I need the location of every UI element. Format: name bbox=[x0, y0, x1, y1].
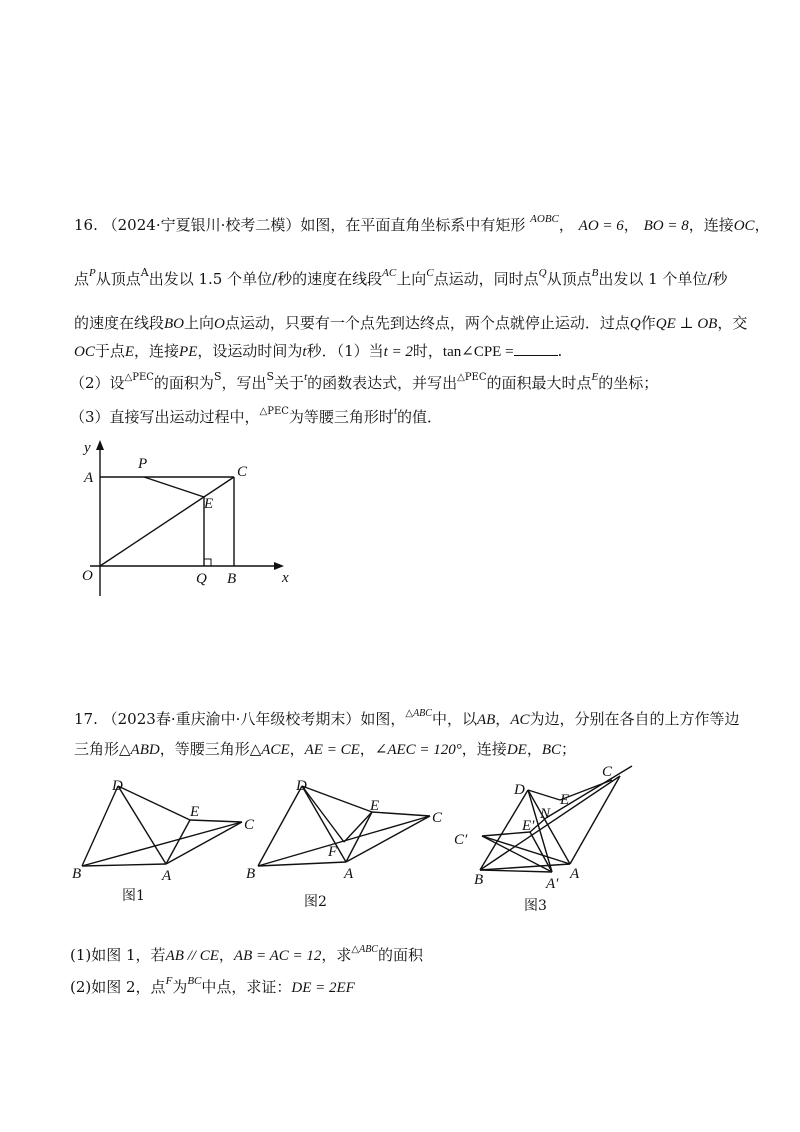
q16-triangle-pec: △PEC bbox=[259, 406, 289, 417]
segment-ec bbox=[190, 820, 242, 822]
q16-point-a: A bbox=[140, 266, 149, 279]
q16-ao: AO = 6 bbox=[578, 218, 624, 234]
segment-ba bbox=[480, 864, 570, 870]
q16-oc: OC bbox=[733, 218, 755, 234]
q16-text: 点 bbox=[74, 270, 90, 288]
caption-figure-2: 图2 bbox=[304, 894, 327, 910]
segment-ba-prime bbox=[480, 870, 552, 872]
q16-text: ，连接 bbox=[688, 216, 734, 234]
segment-ba bbox=[82, 864, 166, 866]
q16-text: 的函数表达式，并写出 bbox=[307, 374, 458, 392]
q16-triangle-pec: △PEC bbox=[124, 372, 154, 383]
label-b: B bbox=[246, 866, 256, 882]
q16-line-4 bbox=[74, 340, 562, 363]
q16-line-1: 16. （2024·宁夏银川·校考二模）如图，在平面直角坐标系中有矩形 $^{AOBC}$， AO = 6， BO = 8，连接OC， bbox=[74, 213, 770, 234]
q16-text: 的值． bbox=[397, 408, 443, 426]
q17-text: 中点，求证： bbox=[201, 978, 292, 996]
label-a-prime: A′ bbox=[546, 876, 559, 892]
q17-text: (1)如图 1，若 bbox=[70, 946, 166, 964]
q16-seg-pe: PE bbox=[179, 344, 198, 360]
q17-text: ， bbox=[289, 740, 305, 758]
q17-text: ； bbox=[561, 740, 577, 758]
label-c: C bbox=[432, 810, 443, 826]
q16-point-q: Q bbox=[538, 267, 547, 279]
label-q: Q bbox=[196, 571, 207, 587]
segment-bd bbox=[480, 790, 528, 870]
q17-seg-ab: AB bbox=[476, 712, 496, 728]
right-angle-mark bbox=[204, 559, 211, 566]
q16-text: . bbox=[557, 342, 563, 360]
q17-seg-ac: AC bbox=[510, 712, 530, 728]
segment-oc bbox=[100, 477, 234, 566]
q16-text: ，交 bbox=[717, 314, 748, 332]
q17-seg-de: DE bbox=[506, 742, 527, 758]
q17-text: (2)如图 2，点 bbox=[70, 978, 166, 996]
q17-ae-eq-ce: AE = CE bbox=[304, 742, 360, 758]
ray-ac-extended bbox=[546, 766, 632, 818]
label-f: F bbox=[328, 844, 338, 860]
label-b: B bbox=[474, 872, 484, 888]
q16-line-3 bbox=[74, 312, 747, 335]
segment-pe bbox=[144, 477, 204, 497]
label-a: A bbox=[84, 470, 94, 486]
q16-text: （3）直接写出运动过程中， bbox=[70, 408, 260, 426]
caption-figure-1: 图1 bbox=[122, 888, 145, 904]
label-d: D bbox=[514, 782, 525, 798]
q16-qe-perp: QE ⊥ OB bbox=[655, 316, 718, 332]
q17-line-2 bbox=[74, 738, 576, 761]
label-d: D bbox=[112, 778, 123, 794]
q17-text: ， bbox=[526, 740, 542, 758]
label-x: x bbox=[282, 570, 289, 586]
segment-bc bbox=[82, 822, 242, 866]
label-b: B bbox=[227, 571, 237, 587]
q17-line-1 bbox=[74, 708, 740, 733]
q17-sub-1 bbox=[70, 944, 423, 969]
q16-source: （2024·宁夏银川·校考二模） bbox=[102, 216, 301, 234]
label-a: A bbox=[162, 868, 172, 884]
q16-text: 为等腰三角形时 bbox=[288, 408, 394, 426]
q17-triangle-ace: △ACE bbox=[249, 742, 290, 758]
q17-ab-parallel-ce: AB // CE bbox=[165, 948, 219, 964]
q16-point-c: C bbox=[426, 267, 434, 279]
q17-number: 17. bbox=[74, 710, 98, 728]
label-p: P bbox=[138, 456, 148, 472]
label-c-prime: C′ bbox=[454, 832, 468, 848]
q16-var-s: S bbox=[213, 370, 222, 383]
label-a: A bbox=[344, 866, 354, 882]
label-e: E bbox=[190, 804, 200, 820]
q16-text: 出发以 1 个单位/秒 bbox=[598, 270, 728, 288]
q17-text: ， bbox=[218, 946, 234, 964]
q16-point-e: E bbox=[591, 371, 599, 383]
q17-text: ，求 bbox=[321, 946, 352, 964]
q16-text: 点运动，只要有一个点先到达终点，两个点就停止运动．过点 bbox=[224, 314, 630, 332]
q16-var-t: t bbox=[302, 344, 307, 360]
label-e: E bbox=[370, 798, 380, 814]
segment-bd bbox=[258, 786, 302, 866]
label-y: y bbox=[84, 440, 91, 456]
q16-text: 的面积最大时点 bbox=[486, 374, 592, 392]
label-a: A bbox=[570, 866, 580, 882]
q17-text: 三角形 bbox=[74, 740, 120, 758]
label-n: N bbox=[540, 806, 551, 822]
q16-text: 作 bbox=[640, 314, 656, 332]
q17-angle-aec: ∠AEC = 120° bbox=[374, 742, 462, 758]
q17-text: 为边，分别在各自的上方作等边 bbox=[529, 710, 740, 728]
segment-ec bbox=[372, 812, 430, 816]
q17-point-f: F bbox=[165, 975, 173, 987]
q16-point-b: B bbox=[591, 267, 599, 279]
label-c: C bbox=[602, 764, 613, 780]
q17-figure-2 bbox=[244, 776, 454, 914]
q16-text: 出发以 1.5 个单位/秒的速度在线段 bbox=[148, 270, 383, 288]
q17-seg-bc: BC bbox=[187, 975, 202, 987]
segment-bd bbox=[82, 786, 118, 866]
q17-triangle-abc: △ABC bbox=[405, 708, 432, 719]
q16-text: 如图，在平面直角坐标系中有矩形 bbox=[300, 216, 526, 234]
q16-text: ，写出 bbox=[221, 374, 267, 392]
q16-point-o: O bbox=[214, 316, 225, 332]
q16-bo: BO = 8 bbox=[643, 218, 689, 234]
q16-part-2 bbox=[70, 372, 658, 397]
label-e-prime: E′ bbox=[522, 818, 535, 834]
q16-text: 的速度在线段 bbox=[74, 314, 165, 332]
q16-var-t: t bbox=[393, 405, 397, 417]
q16-point-e: E bbox=[124, 344, 135, 360]
x-axis-arrow bbox=[274, 562, 284, 570]
q16-text: 点运动，同时点 bbox=[433, 270, 539, 288]
q17-text: ，连接 bbox=[461, 740, 507, 758]
q17-text: 中，以 bbox=[431, 710, 477, 728]
label-e: E bbox=[204, 496, 214, 512]
q16-seg-bo: BO bbox=[164, 316, 185, 332]
caption-figure-3: 图3 bbox=[524, 898, 547, 914]
q16-text: 从顶点 bbox=[546, 270, 592, 288]
q16-text: ，连接 bbox=[134, 342, 180, 360]
q16-rect-name: AOBC bbox=[530, 213, 559, 225]
label-c: C bbox=[237, 464, 248, 480]
label-e: E bbox=[560, 792, 570, 808]
q16-text: 的坐标； bbox=[598, 374, 659, 392]
label-o: O bbox=[82, 568, 93, 584]
q16-text: 上向 bbox=[396, 270, 427, 288]
q16-text: 时， bbox=[412, 342, 443, 360]
q16-var-s: S bbox=[266, 370, 275, 383]
q17-source: （2023春·重庆渝中·八年级校考期末） bbox=[102, 710, 361, 728]
q17-text: 的面积 bbox=[377, 946, 423, 964]
label-b: B bbox=[72, 866, 82, 882]
label-d: D bbox=[296, 778, 307, 794]
q16-text: 从顶点 bbox=[95, 270, 141, 288]
q16-number: 16. bbox=[74, 216, 98, 234]
answer-blank bbox=[514, 341, 558, 356]
q16-figure bbox=[70, 438, 300, 598]
q17-text: ， bbox=[495, 710, 511, 728]
q16-point-q: Q bbox=[629, 316, 641, 332]
label-c: C bbox=[244, 817, 255, 833]
q16-line-2 bbox=[74, 268, 727, 292]
segment-ac bbox=[570, 776, 620, 864]
q17-text: ， bbox=[359, 740, 375, 758]
q16-text: 关于 bbox=[274, 374, 305, 392]
q16-text: 上向 bbox=[184, 314, 215, 332]
q17-figure-1 bbox=[70, 776, 260, 906]
q16-text: ，设运动时间为 bbox=[197, 342, 303, 360]
q16-text: 于点 bbox=[94, 342, 125, 360]
q16-text: 秒．（1）当 bbox=[306, 342, 384, 360]
q16-point-p: P bbox=[89, 267, 96, 279]
q17-text: 为 bbox=[172, 978, 188, 996]
y-axis-arrow bbox=[96, 440, 104, 450]
q17-triangle-abd: △ABD bbox=[119, 742, 160, 758]
q17-figure-3 bbox=[450, 760, 640, 920]
q16-var-t: t bbox=[304, 371, 308, 383]
q16-part-3 bbox=[70, 406, 442, 431]
q17-text: ，等腰三角形 bbox=[159, 740, 250, 758]
q16-tan-cpe: tan∠CPE = bbox=[442, 344, 514, 360]
q16-oc: OC bbox=[74, 344, 95, 360]
q17-sub-2 bbox=[70, 976, 355, 1000]
q17-de-eq-2ef: DE = 2EF bbox=[291, 980, 355, 996]
q16-text: 的面积为 bbox=[153, 374, 214, 392]
q17-text: 如图， bbox=[360, 710, 406, 728]
q17-seg-bc: BC bbox=[541, 742, 561, 758]
segment-bc bbox=[480, 776, 620, 870]
q16-text: （2）设 bbox=[70, 374, 125, 392]
q17-triangle-abc: △ABC bbox=[351, 944, 378, 955]
q16-triangle-pec: △PEC bbox=[457, 372, 487, 383]
q16-t-eq-2: t = 2 bbox=[383, 344, 413, 360]
q16-seg-ac: AC bbox=[382, 267, 397, 279]
q17-ab-eq-ac: AB = AC = 12 bbox=[233, 948, 322, 964]
